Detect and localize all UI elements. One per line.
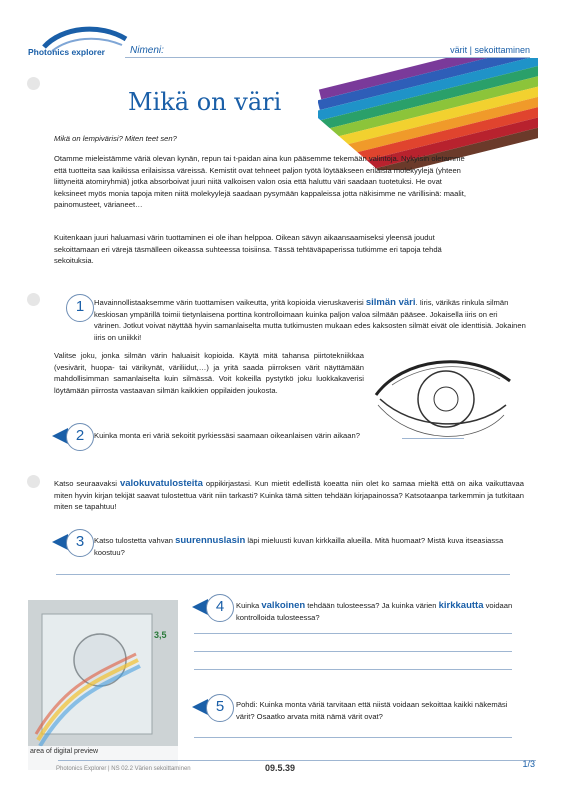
task-4-highlight-2: kirkkautta (438, 600, 484, 611)
task-5-answer-line[interactable] (194, 737, 512, 738)
task-4-marker (190, 592, 230, 622)
topic-label: värit | sekoittaminen (450, 45, 530, 55)
page-title: Mikä on väri (128, 88, 282, 116)
task-3-text (94, 535, 514, 558)
task-1-instructions: Valitse joku, jonka silmän värin haluaisit kopioida. Käytä mitä tahansa piirtotekniikkaa (vesivärit, huopa- tai värikynät, väriliidut,…) ja yritä saada piirroksen värit näyttämään mahdollisimman samanlaiselta kuin silmässä. Voit kokeilla pystytkö joku luokkakaverisi löytämään piirrosta vastaavan silmän kaikkien oppilaiden joukosta. (54, 351, 364, 395)
task-3-text-a: Katso tulostetta vahvan (94, 536, 173, 545)
task-2-text: Kuinka monta eri väriä sekoitit pyrkiessäsi saamaan oikeanlaisen värin aikaan? (94, 431, 360, 440)
task-4-number: 4 (215, 598, 225, 615)
task-4-text (236, 600, 526, 623)
section-2-text-a: Katso seuraavaksi (54, 479, 117, 488)
task-1-highlight: silmän väri (365, 297, 416, 308)
task-5-text: Pohdi: Kuinka monta väriä tarvitaan että niistä voidaan sekoittaa kaikki näkemäsi värit? Osaatko arvata mitä nämä värit ovat? (236, 700, 508, 721)
margin-dot (27, 293, 40, 306)
task-4-text-a: Kuinka (236, 601, 260, 610)
task-3-marker (50, 527, 90, 557)
task-4-highlight-1: valkoinen (261, 600, 306, 611)
task-1-text-a: Havainnollistaaksemme värin tuottamisen vaikeutta, yritä kopioida vieruskaverisi (94, 298, 364, 307)
task-3-answer-line[interactable] (56, 574, 510, 575)
magnifier-photo (28, 600, 178, 770)
task-4-answer-line[interactable] (194, 633, 512, 634)
page-number: 1/3 (522, 759, 535, 769)
task-1-number: 1 (75, 298, 85, 315)
task-1-marker (50, 292, 90, 322)
name-label: Nimeni: (130, 45, 164, 56)
magnifier-illustration (28, 600, 178, 770)
intro-paragraph-2: Kuitenkaan juuri haluamasi värin tuottaminen ei ole ihan helppoa. Oikean sävyn aikaansaamiseksi yleensä joudut sekoittamaan eri värejä täsmälleen oikeassa suhteessa toisiinsa. Tässä tehtäväpaperissa tutkimme eri tapoja tehdä sekoituksia. (54, 233, 442, 266)
task-3-text-b: läpi mieluusti kuvan kirkkailla alueilla. Mitä huomaat? Mistä kuva itseasiassa koostuu? (94, 536, 504, 557)
margin-dot (27, 475, 40, 488)
intro-paragraph-1: Otamme mieleistämme väriä olevan kynän, repun tai t-paidan aina kun pääsemme tekemään valintoja. Nykyisin oletamme että tuotteita saa kaikissa erilaisissa väreissä. Kemistit ovat tehneet paljon työtä löytääkseen erilaisia molekyylejä (yhteen liittyneitä atomiryhmiä) jotka absorboivat juuri niitä valkoisen valon osia että haluttu väri saadaan tuotetuksi. He ovat keksineet myös monia tapoja miten niitä molekyylejä saadaan pysymään kappaleissa jotta näkisimme ne värillisinä: maalit, painomusteet, värianeet… (54, 154, 466, 210)
footer-code: 09.5.39 (265, 763, 296, 773)
task-1-text-b: . Iiris, värikäs rinkula silmän keskiosan ympärillä toimii tietynlaisena porttina kontrolloimaan kuinka paljon valoa silmään pääsee. Jokaisella iiris on eri värinen. Jotkut voivat näyttää hyvin samanlaiselta mutta tutkimusten mukaan edes kaksosten silmät eivät ole identtisiä. Jokainen iiris on uniikki! (94, 298, 526, 342)
task-2-number: 2 (75, 427, 85, 444)
task-5-number: 5 (215, 698, 225, 715)
section-2-text (54, 478, 524, 513)
task-4-answer-line[interactable] (194, 651, 512, 652)
margin-dot (27, 77, 40, 90)
task-5-marker (190, 692, 230, 722)
eye-drawing (372, 345, 512, 449)
task-4-text-c: voidaan kontrolloida tulosteessa? (236, 601, 513, 622)
task-2-marker (50, 421, 90, 451)
section-2-text-b: oppikirjastasi. Kun mietit edellistä koeatta niin olet ko samaa mieltä että on aika vaikuttavaa miten hyvin kirjan tekijät saavat tulostettua värit niin tarkasti? Kuinka tämä sitten tehdään kirjapainossa? Katsotaanpa tarkemmin ja tutkitaan miten se tapahtuu! (54, 479, 524, 512)
logo-text: Photonics explorer (28, 47, 105, 57)
photo-caption: area of digital preview (30, 748, 99, 755)
intro-question: Mikä on lempivärisi? Miten teet sen? (54, 134, 177, 143)
task-1-text (94, 297, 526, 343)
task-4-answer-line[interactable] (194, 669, 512, 670)
section-2-highlight: valokuvatulosteita (119, 478, 203, 489)
task-4-text-b: tehdään tulosteessa? Ja kuinka värien (305, 601, 437, 610)
task-3-highlight: suurennuslasin (175, 535, 246, 546)
footer-rule (58, 760, 536, 761)
task-2-answer-line[interactable] (402, 438, 464, 439)
footer-source: Photonics Explorer | NS 02.2 Värien sekoittaminen (56, 766, 191, 772)
photo-label: 3,5 (154, 630, 167, 640)
task-3-number: 3 (75, 533, 85, 550)
